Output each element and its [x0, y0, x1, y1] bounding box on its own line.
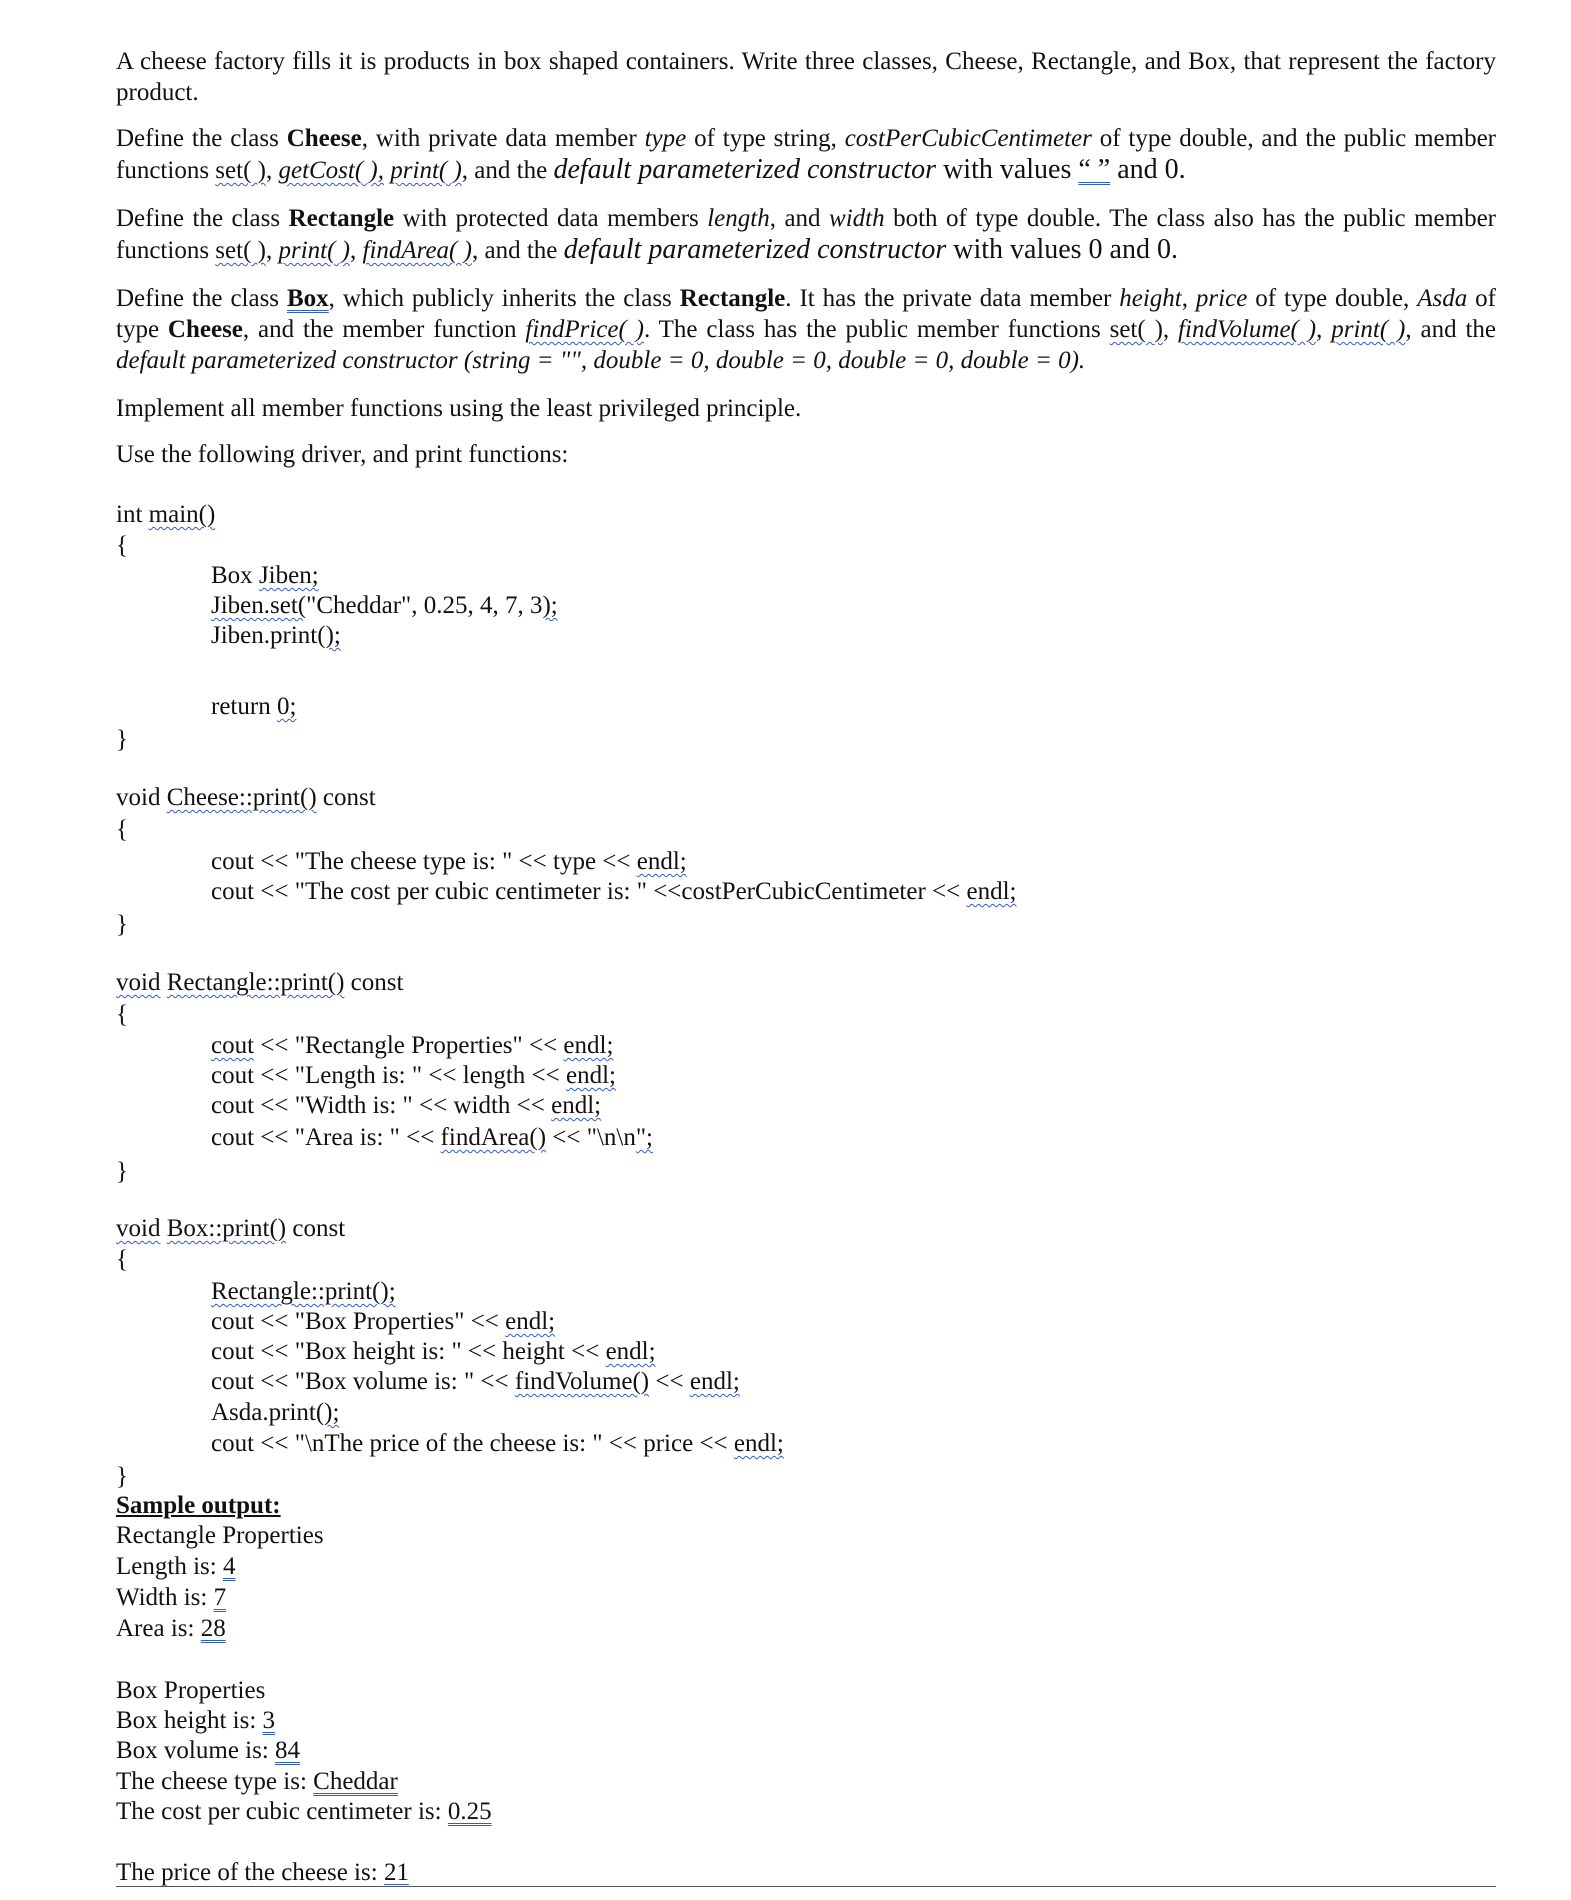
- brace-close: }: [116, 726, 128, 753]
- text: , which publicly inherits the class: [328, 285, 680, 312]
- endl: endl;: [551, 1092, 602, 1119]
- brace-open: {: [116, 816, 128, 843]
- ctor-description: default parameterized constructor: [563, 234, 947, 265]
- text: Jiben.print(: [211, 622, 326, 649]
- text: . The class has the public member functions: [643, 316, 1110, 343]
- text: int: [116, 501, 149, 528]
- call-rectangle-print: Rectangle::print();: [211, 1278, 396, 1305]
- endl: endl;: [689, 1368, 740, 1395]
- member-length: length: [707, 205, 770, 232]
- intro-paragraph-5: Implement all member functions using the least privileged principle.: [116, 395, 802, 422]
- func-findvolume: findVolume(): [514, 1368, 650, 1395]
- text: cout << "The cost per cubic centimeter is: " <<costPerCubicCentimeter <<: [211, 878, 967, 905]
- code-line: [211, 1307, 555, 1337]
- value: 4: [222, 1553, 236, 1580]
- text: both of type double. The class also has the public member functions: [116, 205, 1497, 264]
- text: Width is:: [116, 1584, 214, 1611]
- func-print: print( ): [390, 157, 462, 184]
- brace-open: {: [116, 1001, 128, 1028]
- code-line: [211, 1031, 613, 1061]
- text: cout << "\nThe price of the cheese is: " << price <<: [211, 1430, 734, 1457]
- text: );: [324, 1399, 340, 1426]
- output-line: [116, 1583, 226, 1613]
- text: << "\n\n: [546, 1124, 636, 1151]
- text: cout << "Area is: " <<: [211, 1124, 441, 1151]
- class-name-rectangle: Rectangle: [288, 205, 395, 232]
- member-width: width: [829, 205, 885, 232]
- text: Asda.print(: [211, 1399, 325, 1426]
- text: with protected data members: [394, 205, 708, 232]
- class-name-cheese: Cheese: [286, 125, 362, 152]
- main-signature: [116, 500, 215, 530]
- text: cout << "The cheese type is: " << type <<: [211, 848, 637, 875]
- cheese-print-signature: [116, 783, 376, 813]
- code-line: [211, 1061, 616, 1091]
- text: const: [344, 969, 404, 996]
- text: with values 0 and 0.: [946, 234, 1178, 265]
- text: cout << "Box height is: " << height <<: [211, 1338, 606, 1365]
- text: Box volume is:: [116, 1737, 276, 1764]
- text: , and the: [1405, 316, 1497, 343]
- func-set: set( ): [215, 237, 266, 264]
- code-line: [211, 692, 296, 722]
- text: and 0.: [1110, 154, 1186, 185]
- value: 0.25: [447, 1798, 492, 1825]
- text: , and the: [461, 157, 554, 184]
- text: ,: [1181, 285, 1196, 312]
- text: Area is:: [116, 1615, 201, 1642]
- bottom-rule: [116, 1886, 1496, 1887]
- cout: cout: [211, 1032, 255, 1059]
- text: with values: [936, 154, 1079, 185]
- member-price: price: [1195, 285, 1248, 312]
- intro-paragraph-box: [116, 283, 1496, 376]
- text: , and the: [471, 237, 564, 264]
- code-line: [211, 1091, 601, 1121]
- keyword-void: void: [116, 969, 161, 996]
- text: );: [325, 622, 341, 649]
- text: Define the class: [116, 205, 289, 232]
- text: ,: [350, 237, 363, 264]
- class-name-rectangle: Rectangle: [679, 285, 786, 312]
- text: ,: [1316, 316, 1332, 343]
- code-line: [211, 1398, 339, 1428]
- output-line: [116, 1614, 226, 1644]
- class-name-cheese: Cheese: [167, 316, 243, 343]
- func-rectangle-print: Rectangle::print(): [166, 969, 345, 996]
- func-print: print( ): [278, 237, 350, 264]
- endl: endl;: [966, 878, 1017, 905]
- text: ,: [1162, 316, 1179, 343]
- class-name-box: Box: [286, 285, 329, 312]
- text: Define the class: [116, 285, 287, 312]
- code-line: [211, 1367, 740, 1397]
- brace-open: {: [116, 1246, 128, 1273]
- func-box-print: Box::print(): [166, 1215, 287, 1242]
- output-line: [116, 1858, 409, 1888]
- ctor-description: default parameterized constructor: [553, 154, 937, 185]
- endl: endl;: [636, 848, 687, 875]
- text: );: [542, 592, 558, 619]
- args: "Cheddar", 0.25, 4, 7, 3: [306, 592, 543, 619]
- code-line: [211, 1429, 784, 1459]
- text: of type: [116, 285, 1497, 343]
- call-jiben-set: Jiben.set(: [211, 592, 307, 619]
- endl: endl;: [733, 1430, 784, 1457]
- text: cout << "Box Properties" <<: [211, 1308, 506, 1335]
- code-line: [211, 877, 1017, 907]
- output-line: [116, 1736, 300, 1766]
- text: of type string,: [686, 125, 845, 152]
- endl: endl;: [565, 1062, 616, 1089]
- code-line: [211, 847, 687, 877]
- text: cout << "Box volume is: " <<: [211, 1368, 515, 1395]
- value: 21: [383, 1859, 409, 1886]
- output-line: [116, 1767, 398, 1797]
- func-set: set( ): [215, 157, 266, 184]
- func-set: set( ): [1109, 316, 1163, 343]
- value: Cheddar: [313, 1768, 398, 1795]
- endl: endl;: [505, 1308, 556, 1335]
- member-asda: Asda: [1417, 285, 1468, 312]
- member-type: type: [644, 125, 687, 152]
- return-value: 0;: [276, 693, 297, 720]
- func-main: main(): [148, 501, 216, 528]
- text: const: [286, 1215, 346, 1242]
- value: 84: [275, 1737, 301, 1764]
- text: The cheese type is:: [116, 1768, 314, 1795]
- func-print: print( ): [1331, 316, 1406, 343]
- func-findprice: findPrice( ): [525, 316, 644, 343]
- empty-quotes: “ ”: [1078, 154, 1111, 185]
- text: Define the class: [116, 125, 287, 152]
- text: << "Rectangle Properties" <<: [254, 1032, 564, 1059]
- text: . It has the private data member: [785, 285, 1120, 312]
- intro-paragraph-rectangle: [116, 203, 1496, 266]
- code-line: [211, 621, 341, 651]
- endl: endl;: [605, 1338, 656, 1365]
- sample-output-heading: Sample output:: [116, 1492, 281, 1519]
- text: cout << "Width is: " << width <<: [211, 1092, 552, 1119]
- text: Box: [211, 562, 259, 589]
- code-line: [211, 1337, 656, 1367]
- func-cheese-print: Cheese::print(): [166, 784, 317, 811]
- brace-close: }: [116, 1158, 128, 1185]
- output-line: [116, 1797, 492, 1827]
- text: void: [116, 784, 167, 811]
- value: 7: [213, 1584, 227, 1611]
- intro-paragraph-1: A cheese factory fills it is products in box shaped containers. Write three classes, Cheese, Rectangle, and Box, that represent the factory product.: [116, 48, 1496, 106]
- rectangle-print-signature: [116, 968, 403, 998]
- func-findvolume: findVolume( ): [1178, 316, 1317, 343]
- text: The cost per cubic centimeter is:: [116, 1798, 448, 1825]
- intro-paragraph-cheese: [116, 123, 1496, 186]
- func-findarea: findArea(): [440, 1124, 547, 1151]
- text: ,: [265, 157, 279, 184]
- brace-close: }: [116, 911, 128, 938]
- code-line: [211, 561, 319, 591]
- keyword-void: void: [116, 1215, 161, 1242]
- text: ";: [635, 1124, 653, 1151]
- output-line: [116, 1552, 235, 1582]
- value: 28: [200, 1615, 226, 1642]
- text: return: [211, 693, 277, 720]
- text: <<: [649, 1368, 690, 1395]
- output-line: Box Properties: [116, 1677, 266, 1704]
- brace-close: }: [116, 1463, 128, 1490]
- ctor-description: default parameterized constructor (string = "", double = 0, double = 0, double = 0, double = 0).: [116, 347, 1086, 374]
- text: of type double,: [1247, 285, 1418, 312]
- output-line: Rectangle Properties: [116, 1522, 324, 1549]
- text: Length is:: [116, 1553, 223, 1580]
- output-line: [116, 1706, 275, 1736]
- text: of type double, and the public member functions: [116, 125, 1497, 184]
- brace-open: {: [116, 532, 128, 559]
- text: The price of the cheese is:: [116, 1859, 384, 1886]
- code-line: [211, 591, 558, 621]
- text: ,: [265, 237, 279, 264]
- text: , with private data member: [361, 125, 645, 152]
- text: cout << "Length is: " << length <<: [211, 1062, 566, 1089]
- text: , and the member function: [242, 316, 526, 343]
- code-line: [211, 1277, 396, 1307]
- box-print-signature: [116, 1214, 345, 1244]
- func-getcost: getCost( ),: [278, 157, 385, 184]
- value: 3: [262, 1707, 276, 1734]
- endl: endl;: [563, 1032, 614, 1059]
- text: Box height is:: [116, 1707, 263, 1734]
- intro-paragraph-6: Use the following driver, and print functions:: [116, 441, 569, 468]
- code-line: [211, 1123, 653, 1153]
- member-cost: costPerCubicCentimeter: [844, 125, 1092, 152]
- member-height: height: [1119, 285, 1182, 312]
- text: , and: [769, 205, 830, 232]
- text: const: [316, 784, 376, 811]
- func-findarea: findArea( ): [362, 237, 472, 264]
- ident-jiben: Jiben;: [258, 562, 319, 589]
